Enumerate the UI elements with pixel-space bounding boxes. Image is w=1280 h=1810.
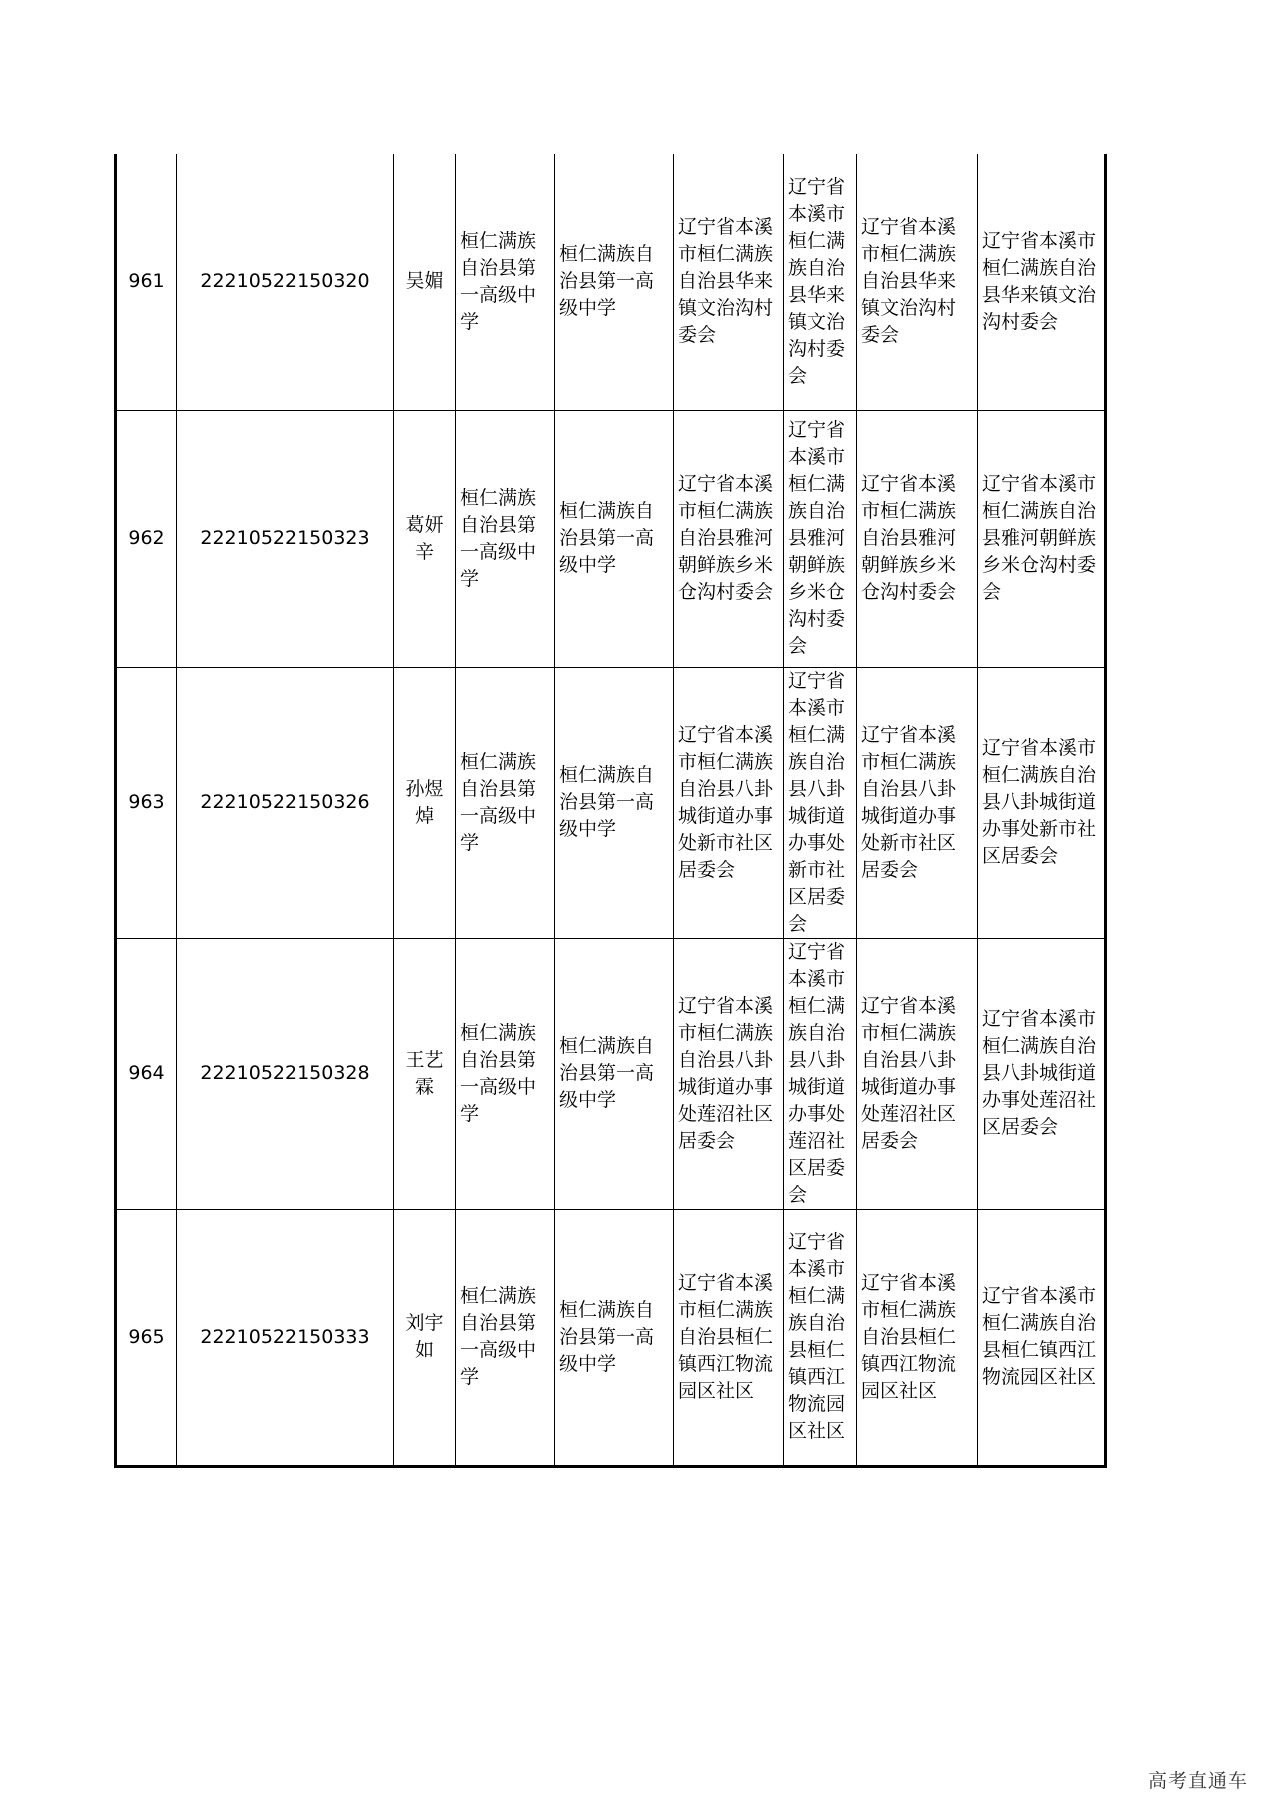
- school-dup-cell: 桓仁满族自治县第一高级中学: [555, 667, 674, 938]
- school-dup-cell: 桓仁满族自治县第一高级中学: [555, 1209, 674, 1466]
- address-cell-d: 辽宁省本溪市桓仁满族自治县华来镇文治沟村委会: [978, 154, 1106, 410]
- address-cell-b: 辽宁省本溪市桓仁满族自治县雅河朝鲜族乡米仓沟村委会: [784, 410, 857, 667]
- seq-cell: 964: [116, 938, 177, 1209]
- school-dup-cell: 桓仁满族自治县第一高级中学: [555, 938, 674, 1209]
- address-cell-c: 辽宁省本溪市桓仁满族自治县八卦城街道办事处莲沼社区居委会: [857, 938, 978, 1209]
- candidate-id-cell: 22210522150333: [177, 1209, 394, 1466]
- school-cell: 桓仁满族自治县第一高级中学: [456, 410, 555, 667]
- name-cell: 刘宇如: [394, 1209, 456, 1466]
- address-cell-a: 辽宁省本溪市桓仁满族自治县八卦城街道办事处莲沼社区居委会: [674, 938, 784, 1209]
- address-cell-c: 辽宁省本溪市桓仁满族自治县桓仁镇西江物流园区社区: [857, 1209, 978, 1466]
- roster-table: [114, 154, 1107, 1468]
- address-cell-c: 辽宁省本溪市桓仁满族自治县雅河朝鲜族乡米仓沟村委会: [857, 410, 978, 667]
- name-cell: 葛妍辛: [394, 410, 456, 667]
- seq-cell: 961: [116, 154, 177, 410]
- address-cell-b: 辽宁省本溪市桓仁满族自治县八卦城街道办事处新市社区居委会: [784, 667, 857, 938]
- name-cell: 吴媚: [394, 154, 456, 410]
- name-cell: 孙煜焯: [394, 667, 456, 938]
- candidate-id-cell: 22210522150323: [177, 410, 394, 667]
- footer-watermark: 高考直通车: [1148, 1770, 1249, 1792]
- school-cell: 桓仁满族自治县第一高级中学: [456, 1209, 555, 1466]
- table-row: [116, 1209, 1106, 1466]
- seq-cell: 965: [116, 1209, 177, 1466]
- candidate-id-cell: 22210522150328: [177, 938, 394, 1209]
- address-cell-b: 辽宁省本溪市桓仁满族自治县华来镇文治沟村委会: [784, 154, 857, 410]
- address-cell-a: 辽宁省本溪市桓仁满族自治县雅河朝鲜族乡米仓沟村委会: [674, 410, 784, 667]
- address-cell-a: 辽宁省本溪市桓仁满族自治县八卦城街道办事处新市社区居委会: [674, 667, 784, 938]
- roster-sheet: [114, 154, 1104, 1468]
- name-cell: 王艺霖: [394, 938, 456, 1209]
- seq-cell: 963: [116, 667, 177, 938]
- address-cell-a: 辽宁省本溪市桓仁满族自治县桓仁镇西江物流园区社区: [674, 1209, 784, 1466]
- school-dup-cell: 桓仁满族自治县第一高级中学: [555, 410, 674, 667]
- address-cell-d: 辽宁省本溪市桓仁满族自治县雅河朝鲜族乡米仓沟村委会: [978, 410, 1106, 667]
- candidate-id-cell: 22210522150320: [177, 154, 394, 410]
- school-cell: 桓仁满族自治县第一高级中学: [456, 667, 555, 938]
- address-cell-c: 辽宁省本溪市桓仁满族自治县八卦城街道办事处新市社区居委会: [857, 667, 978, 938]
- candidate-id-cell: 22210522150326: [177, 667, 394, 938]
- address-cell-b: 辽宁省本溪市桓仁满族自治县八卦城街道办事处莲沼社区居委会: [784, 938, 857, 1209]
- address-cell-d: 辽宁省本溪市桓仁满族自治县桓仁镇西江物流园区社区: [978, 1209, 1106, 1466]
- table-row: [116, 154, 1106, 410]
- address-cell-a: 辽宁省本溪市桓仁满族自治县华来镇文治沟村委会: [674, 154, 784, 410]
- address-cell-d: 辽宁省本溪市桓仁满族自治县八卦城街道办事处莲沼社区居委会: [978, 938, 1106, 1209]
- table-row: [116, 410, 1106, 667]
- school-dup-cell: 桓仁满族自治县第一高级中学: [555, 154, 674, 410]
- address-cell-b: 辽宁省本溪市桓仁满族自治县桓仁镇西江物流园区社区: [784, 1209, 857, 1466]
- table-row: [116, 938, 1106, 1209]
- table-row: [116, 667, 1106, 938]
- address-cell-c: 辽宁省本溪市桓仁满族自治县华来镇文治沟村委会: [857, 154, 978, 410]
- school-cell: 桓仁满族自治县第一高级中学: [456, 938, 555, 1209]
- address-cell-d: 辽宁省本溪市桓仁满族自治县八卦城街道办事处新市社区居委会: [978, 667, 1106, 938]
- school-cell: 桓仁满族自治县第一高级中学: [456, 154, 555, 410]
- seq-cell: 962: [116, 410, 177, 667]
